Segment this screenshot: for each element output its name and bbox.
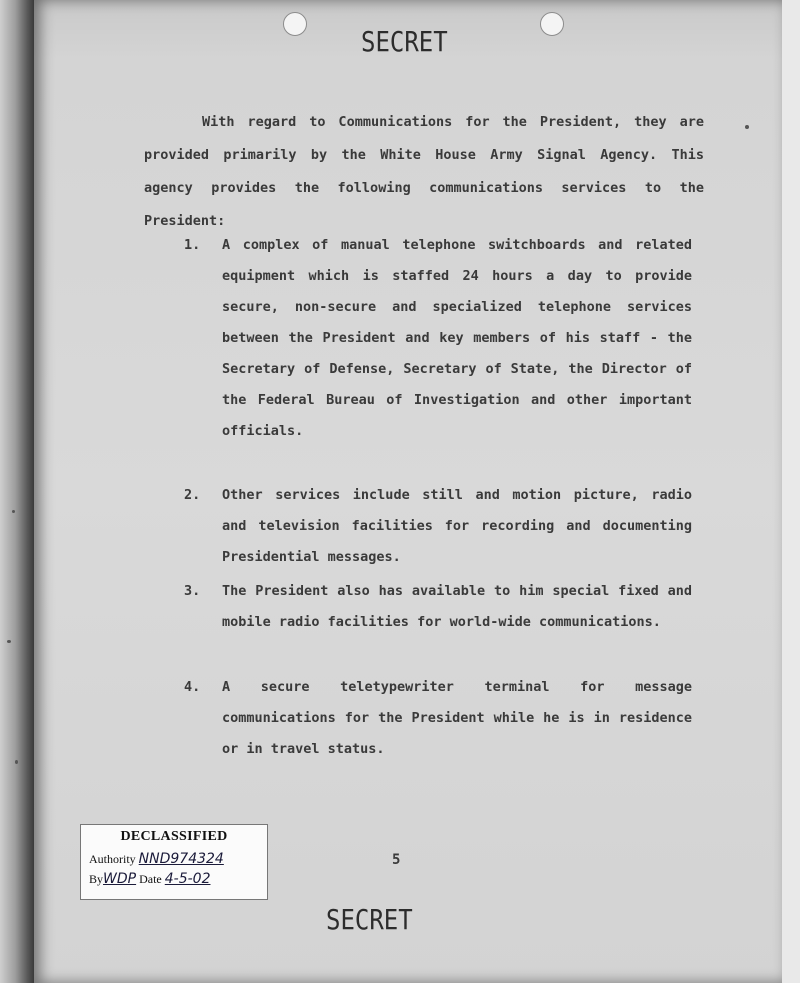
list-item: [184, 576, 692, 638]
list-item: [184, 480, 692, 573]
scan-speck: [12, 510, 15, 513]
page-number: 5: [392, 852, 401, 868]
stamp-authority-value: NND974324: [138, 851, 224, 867]
scan-speck: [7, 640, 11, 643]
list-item-text: A complex of manual telephone switchboards and related equipment which is staffed 24 hours a day to provide secure, non-secure and specialized telephone services between the President and key members of his staff - the Secretary of Defense, Secretary of State, the Director of the Federal Bureau of Investigation and other important officials.: [222, 237, 692, 439]
stamp-by-value: WDP: [103, 871, 137, 887]
declassification-stamp: [80, 824, 268, 900]
scan-speck: [745, 125, 749, 129]
stamp-by-row: [89, 871, 210, 887]
list-item-number: 1.: [184, 237, 201, 253]
stamp-authority-label: Authority: [89, 852, 136, 866]
scan-right-margin: [782, 0, 800, 983]
punch-hole-left: [283, 12, 307, 36]
list-item-text: Other services include still and motion picture, radio and television facilities for recording and documenting Presidential messages.: [222, 487, 692, 565]
intro-paragraph: With regard to Communications for the President, they are provided primarily by the White House Army Signal Agency. This agency provides the following communications services to the President:: [144, 114, 704, 229]
scan-left-margin: [0, 0, 34, 983]
punch-hole-right: [540, 12, 564, 36]
stamp-authority-row: [89, 851, 224, 867]
list-item-number: 3.: [184, 583, 201, 599]
classification-marking-top: SECRET: [361, 25, 448, 59]
list-item: [184, 230, 692, 447]
stamp-by-label: By: [89, 872, 104, 886]
list-item-number: 2.: [184, 487, 201, 503]
list-item-text: A secure teletypewriter terminal for message communications for the President while he is in residence or in travel status.: [222, 679, 692, 757]
list-item-text: The President also has available to him special fixed and mobile radio facilities for world-wide communications.: [222, 583, 692, 630]
scan-speck: [15, 760, 18, 764]
stamp-date-label: Date: [139, 872, 162, 886]
stamp-title: DECLASSIFIED: [120, 829, 228, 844]
stamp-date-value: 4-5-02: [164, 871, 211, 887]
list-item: [184, 672, 692, 765]
list-item-number: 4.: [184, 679, 201, 695]
classification-marking-bottom: SECRET: [326, 903, 413, 937]
